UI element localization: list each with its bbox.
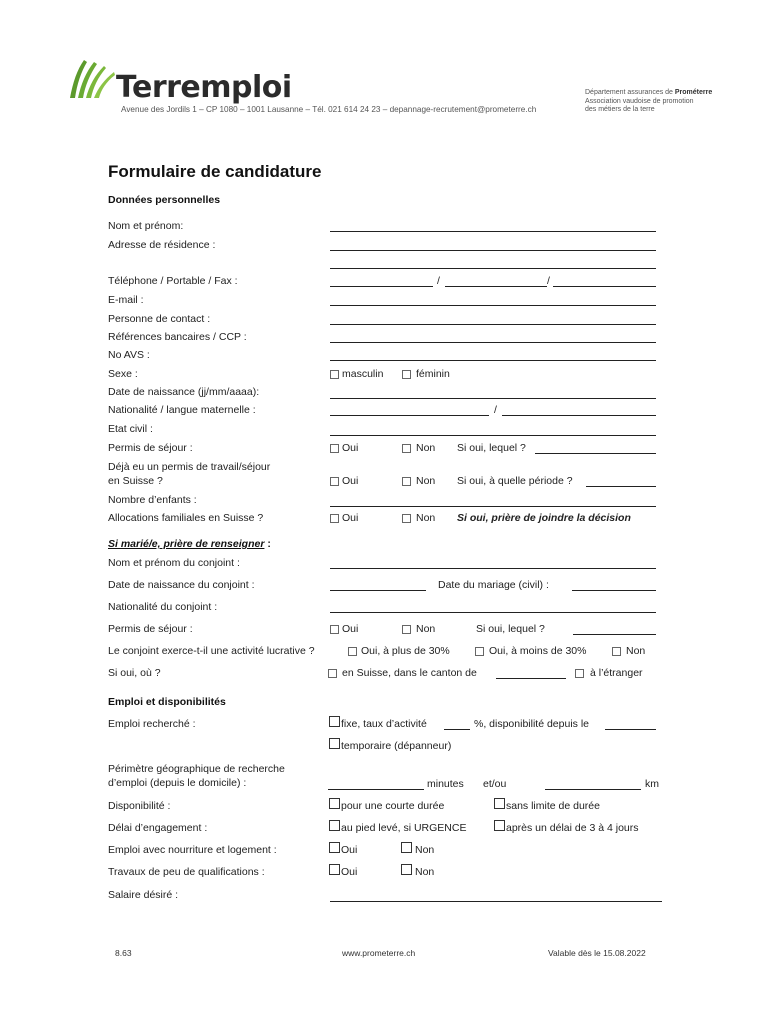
dept-line-1: Département assurances de (585, 89, 675, 96)
option-allowances-no: Non (416, 512, 436, 524)
checkbox-short[interactable] (329, 798, 340, 809)
field-spouse-nationality[interactable] (330, 612, 656, 613)
section-personal: Données personnelles (108, 194, 221, 206)
label-lowqual: Travaux de peu de qualifications : (108, 866, 265, 878)
phone-separator-2: / (547, 275, 550, 287)
label-email: E-mail : (108, 294, 144, 306)
option-fixed: fixe, taux d’activité (341, 718, 427, 730)
field-salary[interactable] (330, 901, 662, 902)
label-avs: No AVS : (108, 349, 150, 361)
option-short: pour une courte durée (341, 800, 445, 812)
label-contact: Personne de contact : (108, 313, 211, 325)
header-address: Avenue des Jordils 1 – CP 1080 – 1001 Lausanne – Tél. 021 614 24 23 – depannage-recrutement@prometerre.ch (121, 105, 537, 114)
label-board: Emploi avec nourriture et logement : (108, 844, 277, 856)
label-prev-permit-2: en Suisse ? (108, 475, 163, 487)
label-allowances: Allocations familiales en Suisse ? (108, 512, 264, 524)
checkbox-abroad[interactable] (575, 669, 584, 678)
section-employment: Emploi et disponibilités (108, 696, 226, 708)
option-activity-no: Non (626, 645, 646, 657)
checkbox-temp[interactable] (329, 738, 340, 749)
field-portable[interactable] (445, 286, 547, 287)
phone-separator-1: / (437, 275, 440, 287)
checkbox-more30[interactable] (348, 647, 357, 656)
option-swiss: en Suisse, dans le canton de (342, 667, 477, 679)
label-period: Si oui, à quelle période ? (457, 475, 573, 487)
label-address: Adresse de résidence : (108, 239, 216, 251)
unit-km: km (645, 778, 659, 790)
label-delay: Délai d’engagement : (108, 822, 208, 834)
footer-code: 8.63 (115, 948, 132, 958)
field-children[interactable] (330, 506, 656, 507)
field-km[interactable] (545, 789, 641, 790)
label-permit-which: Si oui, lequel ? (457, 442, 526, 454)
label-bank: Références bancaires / CCP : (108, 331, 247, 343)
field-minutes[interactable] (328, 789, 424, 790)
checkbox-swiss[interactable] (328, 669, 337, 678)
field-avs[interactable] (330, 360, 656, 361)
checkbox-allowances-no[interactable] (402, 514, 411, 523)
checkbox-female[interactable] (402, 370, 411, 379)
option-temp: temporaire (dépanneur) (341, 740, 452, 752)
option-prev-permit-no: Non (416, 475, 436, 487)
field-marriage[interactable] (572, 590, 656, 591)
option-unlimited: sans limite de durée (506, 800, 600, 812)
option-board-yes: Oui (341, 844, 358, 856)
field-language[interactable] (502, 415, 656, 416)
option-lowqual-yes: Oui (341, 866, 358, 878)
field-available-since[interactable] (605, 729, 656, 730)
option-more30: Oui, à plus de 30% (361, 645, 450, 657)
label-spouse-where: Si oui, où ? (108, 667, 161, 679)
option-after: après un délai de 3 à 4 jours (506, 822, 639, 834)
note-attach-decision: Si oui, prière de joindre la décision (457, 512, 631, 524)
label-perimeter-2: d’emploi (depuis le domicile) : (108, 777, 247, 789)
field-fax[interactable] (553, 286, 656, 287)
option-male: masculin (342, 368, 384, 380)
checkbox-prev-permit-no[interactable] (402, 477, 411, 486)
checkbox-prev-permit-yes[interactable] (330, 477, 339, 486)
checkbox-allowances-yes[interactable] (330, 514, 339, 523)
unit-minutes: minutes (427, 778, 464, 790)
checkbox-fixed[interactable] (329, 716, 340, 727)
field-name[interactable] (330, 231, 656, 232)
checkbox-male[interactable] (330, 370, 339, 379)
label-nationality: Nationalité / langue maternelle : (108, 404, 256, 416)
label-children: Nombre d’enfants : (108, 494, 197, 506)
dept-line-2: Association vaudoise de promotion (585, 97, 694, 105)
label-prev-permit-1: Déjà eu un permis de travail/séjour (108, 461, 271, 473)
brand-name: Terremploi (116, 70, 292, 105)
option-allowances-yes: Oui (342, 512, 359, 524)
label-spouse-activity: Le conjoint exerce-t-il une activité lucrative ? (108, 645, 315, 657)
field-period[interactable] (586, 486, 656, 487)
form-title: Formulaire de candidature (108, 162, 322, 181)
footer-valid: Valable dès le 15.08.2022 (548, 948, 646, 958)
label-sought: Emploi recherché : (108, 718, 196, 730)
label-civil: Etat civil : (108, 423, 153, 435)
option-urgent: au pied levé, si URGENCE (341, 822, 467, 834)
option-prev-permit-yes: Oui (342, 475, 359, 487)
label-marriage: Date du mariage (civil) : (438, 579, 549, 591)
option-female: féminin (416, 368, 450, 380)
option-less30: Oui, à moins de 30% (489, 645, 587, 657)
checkbox-spouse-permit-yes[interactable] (330, 625, 339, 634)
field-bank[interactable] (330, 342, 656, 343)
dept-line-3: des métiers de la terre (585, 106, 655, 113)
checkbox-spouse-permit-no[interactable] (402, 625, 411, 634)
field-nationality[interactable] (330, 415, 489, 416)
option-abroad: à l’étranger (590, 667, 643, 679)
option-spouse-permit-yes: Oui (342, 623, 359, 635)
option-fixed-2: %, disponibilité depuis le (474, 718, 589, 730)
field-canton[interactable] (496, 678, 566, 679)
field-rate[interactable] (444, 729, 470, 730)
dept-brand: Prométerre (674, 89, 713, 96)
label-spouse-name: Nom et prénom du conjoint : (108, 557, 240, 569)
field-address-2[interactable] (330, 268, 656, 269)
field-spouse-permit-which[interactable] (573, 634, 656, 635)
label-permit: Permis de séjour : (108, 442, 193, 454)
label-spouse-permit-which: Si oui, lequel ? (476, 623, 545, 635)
nationality-separator: / (494, 404, 497, 416)
label-name: Nom et prénom: (108, 220, 184, 232)
field-email[interactable] (330, 305, 656, 306)
option-lowqual-no: Non (415, 866, 435, 878)
spouse-heading: Si marié/e, prière de renseigner (108, 538, 265, 550)
label-phone: Téléphone / Portable / Fax : (108, 275, 238, 287)
option-permit-yes: Oui (342, 442, 359, 454)
checkbox-unlimited[interactable] (494, 798, 505, 809)
field-birth[interactable] (330, 398, 656, 399)
checkbox-board-no[interactable] (401, 842, 412, 853)
field-address-1[interactable] (330, 250, 656, 251)
checkbox-lowqual-no[interactable] (401, 864, 412, 875)
label-spouse-permit: Permis de séjour : (108, 623, 193, 635)
label-etou: et/ou (483, 778, 507, 790)
section-spouse (108, 538, 271, 550)
label-spouse-nationality: Nationalité du conjoint : (108, 601, 218, 613)
field-spouse-birth[interactable] (330, 590, 426, 591)
field-permit-which[interactable] (535, 453, 656, 454)
field-contact[interactable] (330, 324, 656, 325)
label-sex: Sexe : (108, 368, 138, 380)
field-telephone[interactable] (330, 286, 433, 287)
checkbox-urgent[interactable] (329, 820, 340, 831)
checkbox-board-yes[interactable] (329, 842, 340, 853)
spouse-heading-colon: : (264, 538, 271, 550)
footer-url[interactable]: www.prometerre.ch (342, 948, 416, 958)
checkbox-activity-no[interactable] (612, 647, 621, 656)
label-perimeter-1: Périmètre géographique de recherche (108, 763, 285, 775)
checkbox-less30[interactable] (475, 647, 484, 656)
field-civil[interactable] (330, 435, 656, 436)
checkbox-after[interactable] (494, 820, 505, 831)
checkbox-permit-no[interactable] (402, 444, 411, 453)
label-availability: Disponibilité : (108, 800, 171, 812)
option-permit-no: Non (416, 442, 436, 454)
terremploi-logo-icon (68, 56, 118, 100)
option-spouse-permit-no: Non (416, 623, 436, 635)
checkbox-lowqual-yes[interactable] (329, 864, 340, 875)
checkbox-permit-yes[interactable] (330, 444, 339, 453)
label-salary: Salaire désiré : (108, 889, 179, 901)
option-board-no: Non (415, 844, 435, 856)
label-birth: Date de naissance (jj/mm/aaaa): (108, 386, 260, 398)
label-spouse-birth: Date de naissance du conjoint : (108, 579, 255, 591)
field-spouse-name[interactable] (330, 568, 656, 569)
department-info (585, 89, 712, 115)
